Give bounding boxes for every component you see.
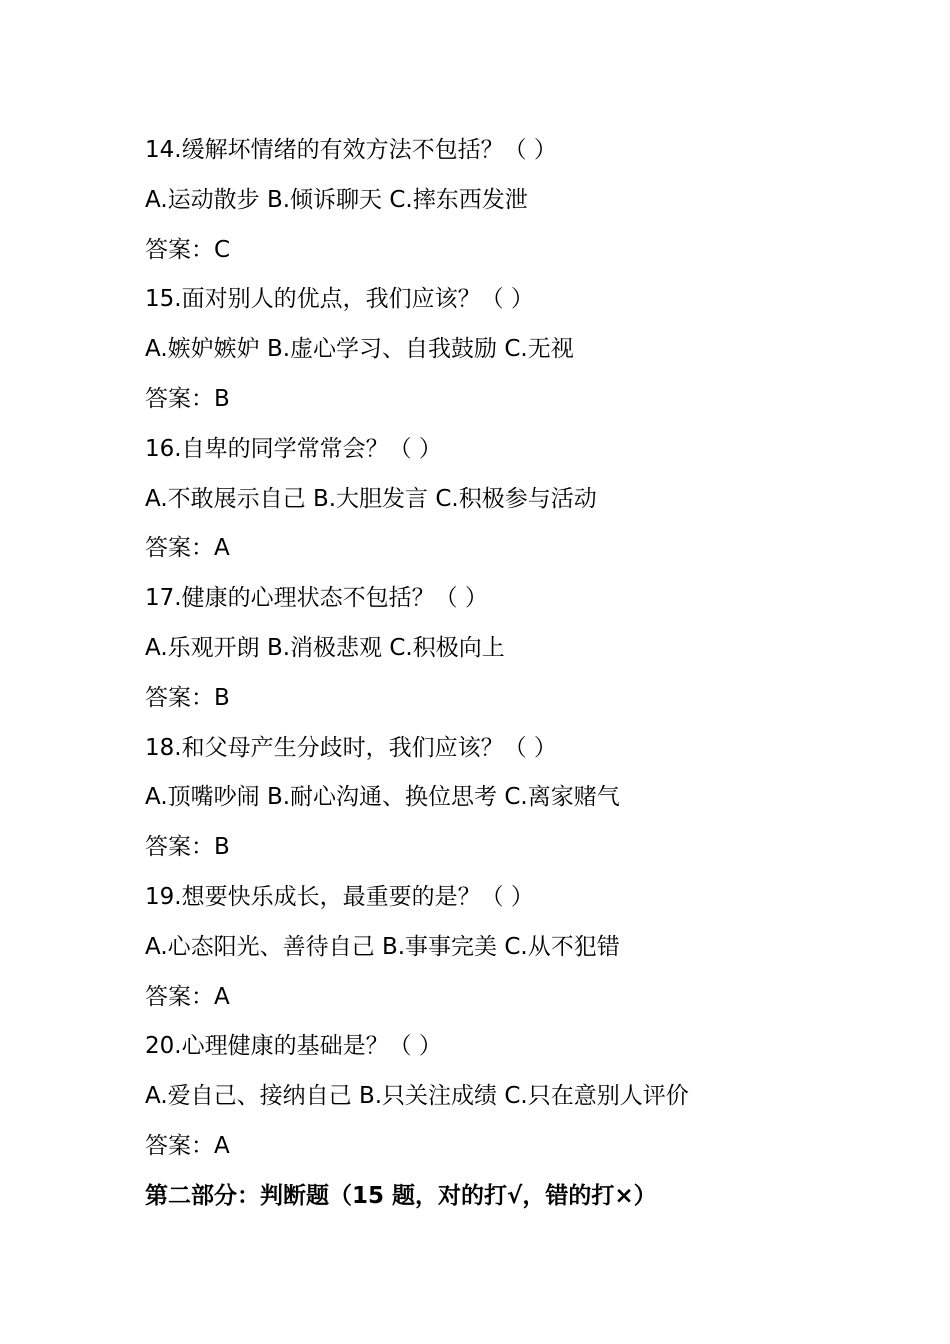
question-options: A.心态阳光、善待自己 B.事事完美 C.从不犯错 — [145, 933, 620, 960]
question-text: 19.想要快乐成长，最重要的是？（ ） — [145, 883, 534, 910]
question-answer: 答案：A — [145, 535, 230, 562]
question-text: 18.和父母产生分歧时，我们应该？（ ） — [145, 734, 557, 761]
question-answer: 答案：C — [145, 236, 231, 263]
question-text: 14.缓解坏情绪的有效方法不包括？（ ） — [145, 137, 557, 163]
section-heading: 第二部分：判断题（15 题，对的打√，错的打×） — [145, 1182, 657, 1209]
question-options: A.运动散步 B.倾诉聊天 C.摔东西发泄 — [145, 186, 528, 213]
question-block-15 — [145, 277, 905, 426]
question-answer: 答案：B — [145, 385, 230, 412]
question-block-16 — [145, 427, 905, 576]
question-options: A.顶嘴吵闹 B.耐心沟通、换位思考 C.离家赌气 — [145, 784, 620, 811]
document-body — [145, 128, 905, 1224]
question-options: A.不敢展示自己 B.大胆发言 C.积极参与活动 — [145, 485, 597, 512]
question-options: A.乐观开朗 B.消极悲观 C.积极向上 — [145, 634, 505, 661]
question-options: A.嫉妒嫉妒 B.虚心学习、自我鼓励 C.无视 — [145, 336, 574, 363]
question-answer: 答案：A — [145, 983, 230, 1010]
question-block-14 — [145, 128, 905, 277]
question-text: 16.自卑的同学常常会？（ ） — [145, 435, 442, 462]
question-block-19 — [145, 875, 905, 1024]
question-text: 15.面对别人的优点，我们应该？（ ） — [145, 286, 534, 313]
question-answer: 答案：A — [145, 1132, 230, 1159]
question-options: A.爱自己、接纳自己 B.只关注成绩 C.只在意别人评价 — [145, 1083, 689, 1110]
question-answer: 答案：B — [145, 684, 230, 711]
question-answer: 答案：B — [145, 834, 230, 861]
question-text: 20.心理健康的基础是？（ ） — [145, 1033, 442, 1060]
question-text: 17.健康的心理状态不包括？（ ） — [145, 585, 488, 612]
question-block-18 — [145, 726, 905, 875]
question-block-20 — [145, 1024, 905, 1173]
question-block-17 — [145, 576, 905, 725]
